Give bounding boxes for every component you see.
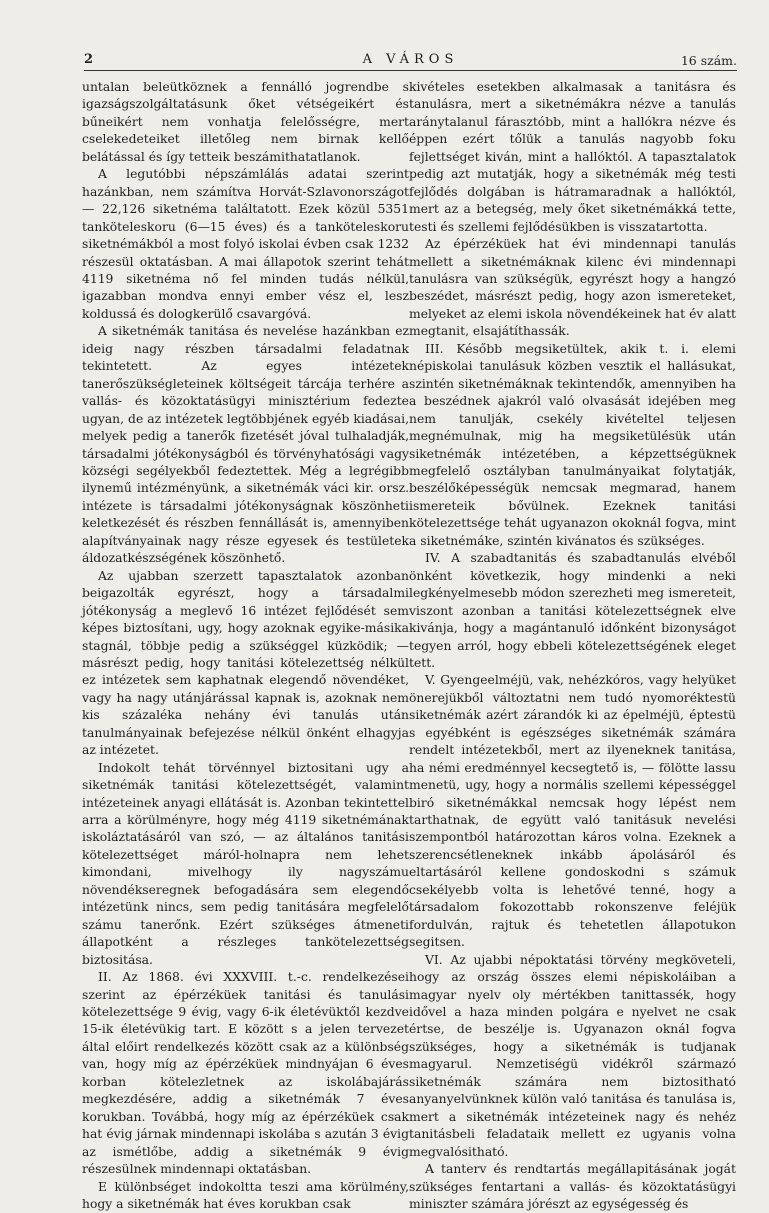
paragraph: A legutóbbi népszámlálás adatai szerint hazánkban, nem számítva Horvát-Szlavonországot — 22,126 siketnéma találtatott. Ezek közül 5351 tanköteleskoru (6—15 éves) és a tanköteleskoru siketnémákból a most folyó iskolai évben csak 1232 részesül oktatásban. A mai állapotok szerint tehát 4119 siketnéma nő fel minden tudás nélkül, igazabban mondva ennyi ember vész el, lesz koldussá és dologkerülő csavargóvá. [82, 167, 409, 321]
paragraph: VI. Az ujabbi népoktatási törvény megköveteli, hogy az ország összes elemi népiskoláiban a magyar nyelv oly mértékben tanittassék, hogy idővel a haza minden polgára e nyelvet ne csak értse, de beszélje is. Ugyanazon oknál fogva szükséges, hogy a siketnémák is tudjanak magyarul. Nemzetiségü vidékről származó siketnémák számára nem biztositható anyanyelvünknek külön való tanitása és tanulása is, mert a siketnémák intézeteinek nagy és nehéz tanitásbeli feladataik mellett ez ugyanis volna megvalósitható. [409, 952, 736, 1159]
paragraph: untalan beleütköznek a fennálló jogrendbe s igazságszolgáltatásunk őket vétségeikért és bűneikért nem vonhatja felelősségre, mert cselekedeteiket illetőleg nem birnak kellő belátással és így tetteik beszámithatatlanok. [82, 80, 409, 164]
paragraph: A siketnémák tanitása és nevelése hazánkban ez ideig nagy részben társadalmi feladatnak tekintetett. Az egyes intézetek tanerőszükségleteinek költségeit tárcája terhére a vallás- és közoktatásügyi minisztérium fedezte ugyan, de az intézetek legtöbbjének egyéb kiadásai, melyek pedig a tanerők fizetését jóval tulhaladják, társadalmi jótékonyságból és törvényhatósági vagy községi segélyekből fedeztettek. Még a legrégibb ilynemű intézményünk, a siketnémák váci kir. orsz. intézete is társadalmi jótékonyságnak köszönheti keletkezését és részben fennállását is, amennyiben alapítványainak nagy része egyesek és testületek áldozatkészségének köszönhető. [82, 324, 409, 566]
paragraph: Indokolt tehát törvénnyel biztositani ugy a siketnémák tanitási kötelezettségét, valamint intézeteinek anyagi ellátását is. Azonban tekintettel arra a körülményre, hogy még 4119 siketnémának iskoláztatásáról van szó, — az általános tanitási kötelezettséget máról-holnapra nem lehet kimondani, mivelhogy ily nagyszámu növendékseregnek befogadására sem elegendő intézetünk nincs, sem pedig tanitására megfelelő számu tanerőnk. Ezért szükséges átmeneti állapotként a részleges tankötelezettség biztositása. [82, 760, 409, 967]
paragraph: V. Gyengeelméjü, vak, nehézkóros, vagy helyüket önerejükből változtatni nem tudó nyomoréktestü siketnémák azért zárandók ki az épelméjü, éptestü s egyébként is egészséges siketnémák számára rendelt intézetekből, mert az ilyeneknek tanitása, ha némi eredménnyel kecsegtető is, — fölötte lassu menetü, ugy, hogy a normális szellemi képességgel biró siketnémákkal nemcsak hogy lépést nem tarthatnak, de együtt való tanitásuk nevelési szempontból határozottan káros volna. Ezeknek a szerencsétleneknek inkább ápolásáról és eltartásáról kellene gondoskodni s számuk csekélyebb volta is lehetővé tenné, hogy a társadalom fokozottabb rokonszenve feléjük fordulván, rajtuk és tehetetlen állapotukon segitsen. [409, 673, 736, 950]
right-column [409, 79, 736, 1213]
paragraph: II. Az 1868. évi XXXVIII. t.-c. rendelkezései szerint az épérzéküek tanitási és tanulási kötelezettsége 9 évig, vagy 6-ik életévüktől kezdve 15-ik életévükig tart. E között s a jelen tervezet által előirt rendelkezés között csak az a különbség van, hogy míg az épérzéküek mindnyájan 6 éves korban kötelezletnek az iskolábajárás megkezdésére, addig a siketnémák 7 éves korukban. Továbbá, hogy míg az épérzéküek csak hat évig járnak mindennapi iskolába s azután 3 évig az ismétlőbe, addig a siketnémák 9 évig részesülnek mindennapi oktatásban. [82, 970, 409, 1177]
paragraph: kivételes esetekben alkalmasak a tanitásra és tanulásra, mert a siketnémákra nézve a tanulás aránytalanul fárasztóbb, mint a hallókra nézve és éppen ezért tőlük a tanulás nagyobb foku fejlettséget kiván, mint a hallóktól. A tapasztalatok pedig azt mutatják, hogy a siketnémák még testi fejlődés dolgában is hátramaradnak a hallóktól, mert az a betegség, mely őket siketnémákká tette, testi és szellemi fejlődésükben is visszatartotta. [409, 80, 736, 234]
left-column [82, 79, 409, 1213]
paragraph: A tanterv és rendtartás megállapitásának jogát szükséges fentartani a vallás- és közoktatásügyi miniszter számára jórészt az egységesség és [409, 1162, 736, 1211]
paragraph: E különbséget indokoltta teszi ama körülmény, hogy a siketnémák hat éves korukban csak [82, 1179, 409, 1211]
publication-title: A VÁROS [362, 52, 459, 67]
page-header [84, 50, 737, 71]
paragraph: Az ujabban szerzett tapasztalatok azonban beigazolták egyrészt, hogy a társadalmi jótékonyság a meglevő 16 intézet fejlődését sem képes biztosítani, ugy, hogy azoknak egyike-másika stagnál, többje pedig a szükséggel küzködik; — másrészt pedig, hogy tanitási kötelezettség nélkül ez intézetek sem kaphatnak elegendő növendéket, vagy ha nagy utánjárással kapnak is, azoknak nem kis százaléka nehány évi tanulás után tanulmányainak befejezése nélkül önként elhagyja az intézetet. [82, 568, 409, 758]
paragraph: III. Később megsiketültek, akik t. i. elemi népiskolai tanulásuk közben vesztik el hallásukat, szintén siketnémáknak tekintendők, amennyiben ha a beszédnek ajakról való olvasását idejében meg nem tanulják, csekély kivételtel teljesen megnémulnak, mig ha megsiketülésük után siketnémák intézetében, a képzettségüknek megfelelő osztályban tanulmányaikat folytatják, beszélőképességük nemcsak megmarad, hanem ismereteik bővülnek. Ezeknek tanitási kötelezettsége tehát ugyanazon okoknál fogva, mint a siketnémáke, szintén kivánatos és szükséges. [409, 341, 736, 548]
page-number: 2 [84, 52, 94, 67]
paragraph: Az épérzéküek hat évi mindennapi tanulás mellett a siketnémáknak kilenc évi mindennapi tanulásra van szükségük, egyrészt hogy a hangzó beszédet, másrészt pedig, hogy azon ismereteket, melyeket az elemi iskola növendékeinek hat év alatt megtanit, elsajátíthassák. [409, 237, 736, 339]
paragraph: IV. A szabadtanitás és szabadtanulás elvéből önként következik, hogy mindenki a neki legkényelmesebb módon szerezheti meg ismereteit, viszont azonban a tanitási kötelezettségnek elve kivánja, hogy a magántanuló időnként bizonyságot tegyen arról, hogy ebbeli kötelezettségének eleget tett. [409, 551, 736, 670]
issue-number: 16 szám. [680, 53, 737, 68]
